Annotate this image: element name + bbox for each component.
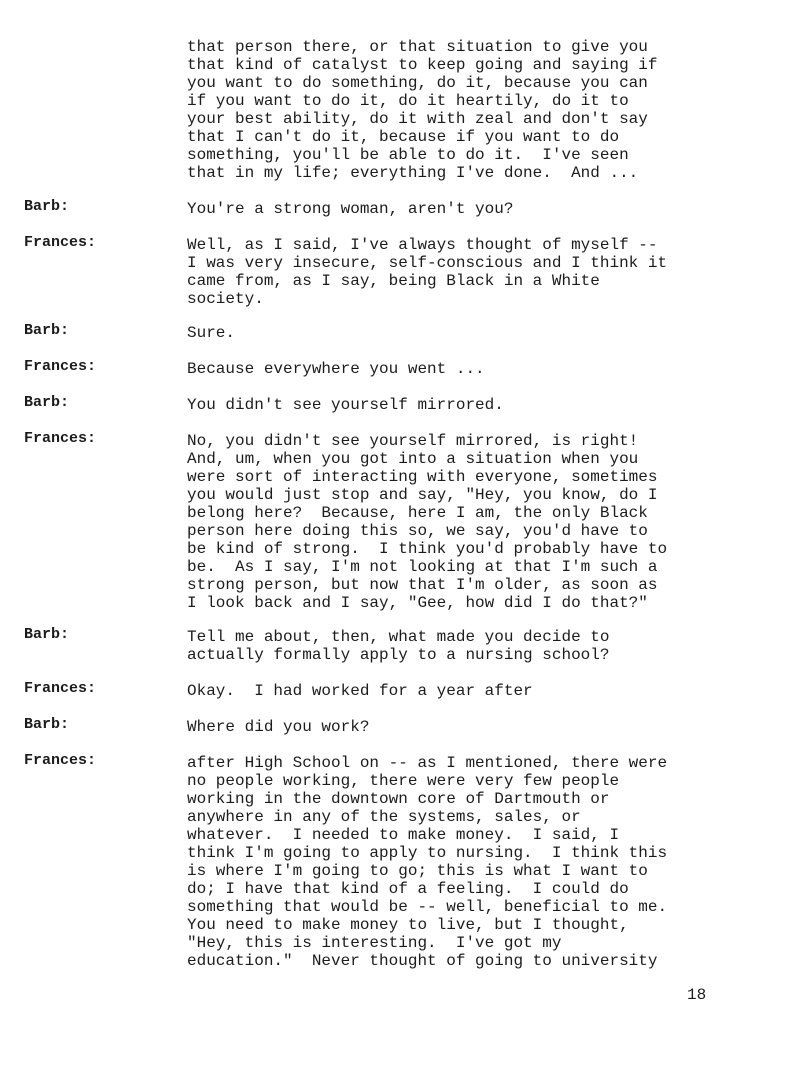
dialogue-line: you would just stop and say, "Hey, you know, do I	[187, 486, 658, 504]
speaker-label: Frances:	[24, 680, 97, 697]
intro-line: you want to do something, do it, because you can	[187, 74, 648, 92]
dialogue-line: I was very insecure, self-conscious and I think it	[187, 254, 668, 272]
intro-line: that person there, or that situation to give you	[187, 38, 648, 56]
intro-line: that I can't do it, because if you want to do	[187, 128, 620, 146]
dialogue-line: education." Never thought of going to university	[187, 952, 658, 970]
speaker-label: Barb:	[24, 626, 70, 643]
dialogue-line: be. As I say, I'm not looking at that I'm such a	[187, 558, 658, 576]
speaker-label: Barb:	[24, 394, 70, 411]
dialogue-line: no people working, there were very few people	[187, 772, 620, 790]
dialogue-line: You didn't see yourself mirrored.	[187, 396, 504, 414]
dialogue-line: is where I'm going to go; this is what I want to	[187, 862, 648, 880]
dialogue-line: think I'm going to apply to nursing. I think this	[187, 844, 668, 862]
dialogue-line: actually formally apply to a nursing school?	[187, 646, 610, 664]
intro-line: your best ability, do it with zeal and don't say	[187, 110, 648, 128]
dialogue-line: society.	[187, 290, 264, 308]
speaker-label: Barb:	[24, 322, 70, 339]
dialogue-line: No, you didn't see yourself mirrored, is right!	[187, 432, 639, 450]
dialogue-line: were sort of interacting with everyone, sometimes	[187, 468, 658, 486]
dialogue-line: after High School on -- as I mentioned, there were	[187, 754, 668, 772]
speaker-label: Frances:	[24, 358, 97, 375]
intro-line: that in my life; everything I've done. And ...	[187, 164, 639, 182]
dialogue-line: something that would be -- well, beneficial to me.	[187, 898, 668, 916]
dialogue-line: And, um, when you got into a situation when you	[187, 450, 639, 468]
speaker-label: Barb:	[24, 716, 70, 733]
page-number: 18	[687, 986, 707, 1004]
dialogue-line: Tell me about, then, what made you decide to	[187, 628, 610, 646]
dialogue-line: Sure.	[187, 324, 236, 342]
dialogue-line: anywhere in any of the systems, sales, or	[187, 808, 581, 826]
dialogue-line: came from, as I say, being Black in a White	[187, 272, 600, 290]
dialogue-line: belong here? Because, here I am, the only Black	[187, 504, 648, 522]
dialogue-line: working in the downtown core of Dartmouth or	[187, 790, 610, 808]
intro-line: something, you'll be able to do it. I've seen	[187, 146, 629, 164]
dialogue-line: "Hey, this is interesting. I've got my	[187, 934, 562, 952]
dialogue-line: Because everywhere you went ...	[187, 360, 485, 378]
intro-line: if you want to do it, do it heartily, do it to	[187, 92, 629, 110]
intro-line: that kind of catalyst to keep going and saying if	[187, 56, 658, 74]
speaker-label: Frances:	[24, 234, 97, 251]
dialogue-line: Where did you work?	[187, 718, 370, 736]
dialogue-line: whatever. I needed to make money. I said, I	[187, 826, 620, 844]
dialogue-line: You're a strong woman, aren't you?	[187, 200, 514, 218]
dialogue-line: be kind of strong. I think you'd probably have to	[187, 540, 668, 558]
dialogue-line: strong person, but now that I'm older, as soon as	[187, 576, 658, 594]
dialogue-line: You need to make money to live, but I thought,	[187, 916, 629, 934]
dialogue-line: do; I have that kind of a feeling. I could do	[187, 880, 629, 898]
speaker-label: Frances:	[24, 430, 97, 447]
speaker-label: Barb:	[24, 198, 70, 215]
dialogue-line: Okay. I had worked for a year after	[187, 682, 533, 700]
dialogue-line: I look back and I say, "Gee, how did I do that?"	[187, 594, 648, 612]
dialogue-line: Well, as I said, I've always thought of myself --	[187, 236, 658, 254]
dialogue-line: person here doing this so, we say, you'd have to	[187, 522, 648, 540]
speaker-label: Frances:	[24, 752, 97, 769]
